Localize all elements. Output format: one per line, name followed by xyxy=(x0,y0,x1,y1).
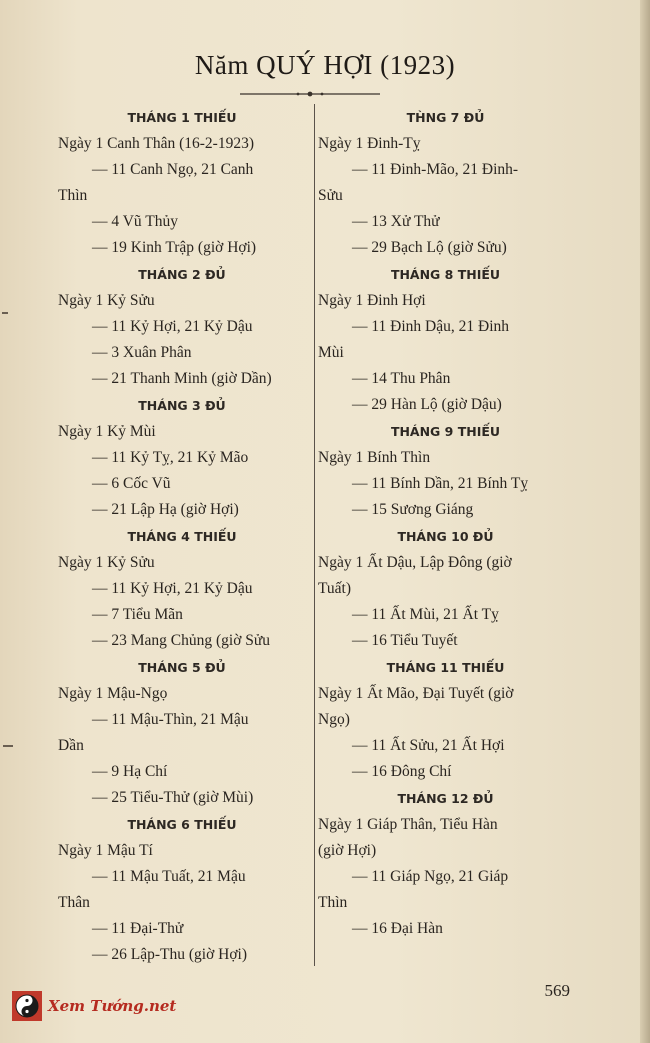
margin-speck xyxy=(2,312,8,314)
calendar-detail-line: — 11 Bính Dần, 21 Bính Tỵ xyxy=(352,475,529,492)
calendar-detail-line: — 3 Xuân Phân xyxy=(92,344,192,361)
calendar-line: Tuất) xyxy=(318,580,352,597)
calendar-line: Ngày 1 Mậu-Ngọ xyxy=(58,685,168,702)
calendar-detail-line: — 9 Hạ Chí xyxy=(92,763,168,780)
page-title: Năm QUÝ HỢI (1923) xyxy=(194,50,456,80)
calendar-line: Ngày 1 Kỷ Sửu xyxy=(58,554,155,571)
calendar-detail-line: — 6 Cốc Vũ xyxy=(92,475,171,492)
calendar-detail-line: — 11 Mậu Tuất, 21 Mậu xyxy=(92,868,246,885)
calendar-detail-line: — 11 Đinh Dậu, 21 Đinh xyxy=(352,318,509,335)
calendar-detail-line: — 7 Tiểu Mãn xyxy=(92,606,183,623)
calendar-line: Ngày 1 Canh Thân (16-2-1923) xyxy=(58,135,255,152)
calendar-line: Ngày 1 Kỷ Mùi xyxy=(58,423,156,440)
calendar-line: Ngày 1 Đinh Hợi xyxy=(318,292,426,309)
calendar-detail-line: — 11 Kỷ Hợi, 21 Kỷ Dậu xyxy=(92,318,253,335)
calendar-detail-line: — 16 Đông Chí xyxy=(352,763,452,780)
calendar-line: Ngọ) xyxy=(318,711,350,728)
calendar-detail-line: — 11 Giáp Ngọ, 21 Giáp xyxy=(352,868,509,885)
month-header: THÁNG 11 THIẾU xyxy=(386,660,505,675)
calendar-detail-line: — 19 Kinh Trập (giờ Hợi) xyxy=(92,239,257,256)
title-ornament xyxy=(240,90,380,98)
calendar-detail-line: — 26 Lập-Thu (giờ Hợi) xyxy=(92,946,247,963)
margin-speck xyxy=(3,745,13,747)
month-header: THÁNG 12 ĐỦ xyxy=(397,791,494,806)
calendar-line: Sửu xyxy=(318,187,343,204)
calendar-detail-line: — 11 Ất Mùi, 21 Ất Tỵ xyxy=(352,606,499,623)
calendar-line: Dần xyxy=(58,737,84,754)
calendar-line: Thìn xyxy=(58,187,88,204)
calendar-detail-line: — 11 Đinh-Mão, 21 Đinh- xyxy=(352,161,519,178)
calendar-line: Ngày 1 Đinh-Tỵ xyxy=(318,135,421,152)
calendar-detail-line: — 29 Bạch Lộ (giờ Sửu) xyxy=(352,239,507,256)
yin-yang-icon xyxy=(12,991,42,1021)
calendar-line: (giờ Hợi) xyxy=(318,842,377,859)
calendar-detail-line: — 29 Hàn Lộ (giờ Dậu) xyxy=(352,396,502,413)
calendar-detail-line: — 25 Tiểu-Thử (giờ Mùi) xyxy=(92,789,254,806)
calendar-detail-line: — 4 Vũ Thủy xyxy=(92,213,178,230)
calendar-line: Thìn xyxy=(318,894,348,911)
page-number: 569 xyxy=(544,981,570,1000)
right-column xyxy=(318,104,573,942)
calendar-detail-line: — 11 Kỷ Hợi, 21 Kỷ Dậu xyxy=(92,580,253,597)
calendar-line: Mùi xyxy=(318,344,344,361)
calendar-line: Ngày 1 Giáp Thân, Tiểu Hàn xyxy=(318,816,498,833)
calendar-line: Thân xyxy=(58,894,90,911)
calendar-detail-line: — 11 Canh Ngọ, 21 Canh xyxy=(92,161,254,178)
calendar-detail-line: — 11 Kỷ Tỵ, 21 Kỷ Mão xyxy=(92,449,249,466)
month-header: THÁNG 9 THIẾU xyxy=(390,424,501,439)
calendar-detail-line: — 15 Sương Giáng xyxy=(352,501,474,518)
watermark xyxy=(12,991,176,1021)
calendar-detail-line: — 16 Đại Hàn xyxy=(352,920,443,937)
month-header: THÁNG 4 THIẾU xyxy=(127,529,237,544)
month-header: THÁNG 3 ĐỦ xyxy=(138,398,226,413)
month-header: THÁNG 2 ĐỦ xyxy=(138,267,226,282)
calendar-line: Ngày 1 Ất Dậu, Lập Đông (giờ xyxy=(318,554,512,571)
calendar-line: Ngày 1 Mậu Tí xyxy=(58,842,153,859)
calendar-line: Ngày 1 Ất Mão, Đại Tuyết (giờ xyxy=(318,685,514,702)
calendar-detail-line: — 14 Thu Phân xyxy=(352,370,451,387)
column-divider xyxy=(314,104,315,966)
calendar-detail-line: — 11 Ất Sửu, 21 Ất Hợi xyxy=(352,737,505,754)
calendar-detail-line: — 13 Xử Thử xyxy=(352,213,440,230)
calendar-line: Ngày 1 Bính Thìn xyxy=(318,449,431,466)
calendar-detail-line: — 11 Mậu-Thìn, 21 Mậu xyxy=(92,711,249,728)
calendar-detail-line: — 23 Mang Chủng (giờ Sửu xyxy=(92,632,271,649)
calendar-detail-line: — 16 Tiểu Tuyết xyxy=(352,632,458,649)
month-header: THÁNG 10 ĐỦ xyxy=(397,529,494,544)
month-header: THÁNG 8 THIẾU xyxy=(390,267,501,282)
page-edge xyxy=(640,0,650,1043)
month-header: THÁNG 6 THIẾU xyxy=(127,817,237,832)
calendar-line: Ngày 1 Kỷ Sửu xyxy=(58,292,155,309)
month-header: TH̀NG 7 ĐỦ xyxy=(406,110,485,125)
calendar-detail-line: — 21 Lập Hạ (giờ Hợi) xyxy=(92,501,239,518)
month-header: THÁNG 5 ĐỦ xyxy=(138,660,226,675)
watermark-text: Xem Tướng.net xyxy=(48,997,177,1015)
month-header: THÁNG 1 THIẾU xyxy=(127,110,237,125)
left-column xyxy=(58,104,306,968)
calendar-detail-line: — 21 Thanh Minh (giờ Dần) xyxy=(92,370,272,387)
calendar-detail-line: — 11 Đại-Thử xyxy=(92,920,184,937)
